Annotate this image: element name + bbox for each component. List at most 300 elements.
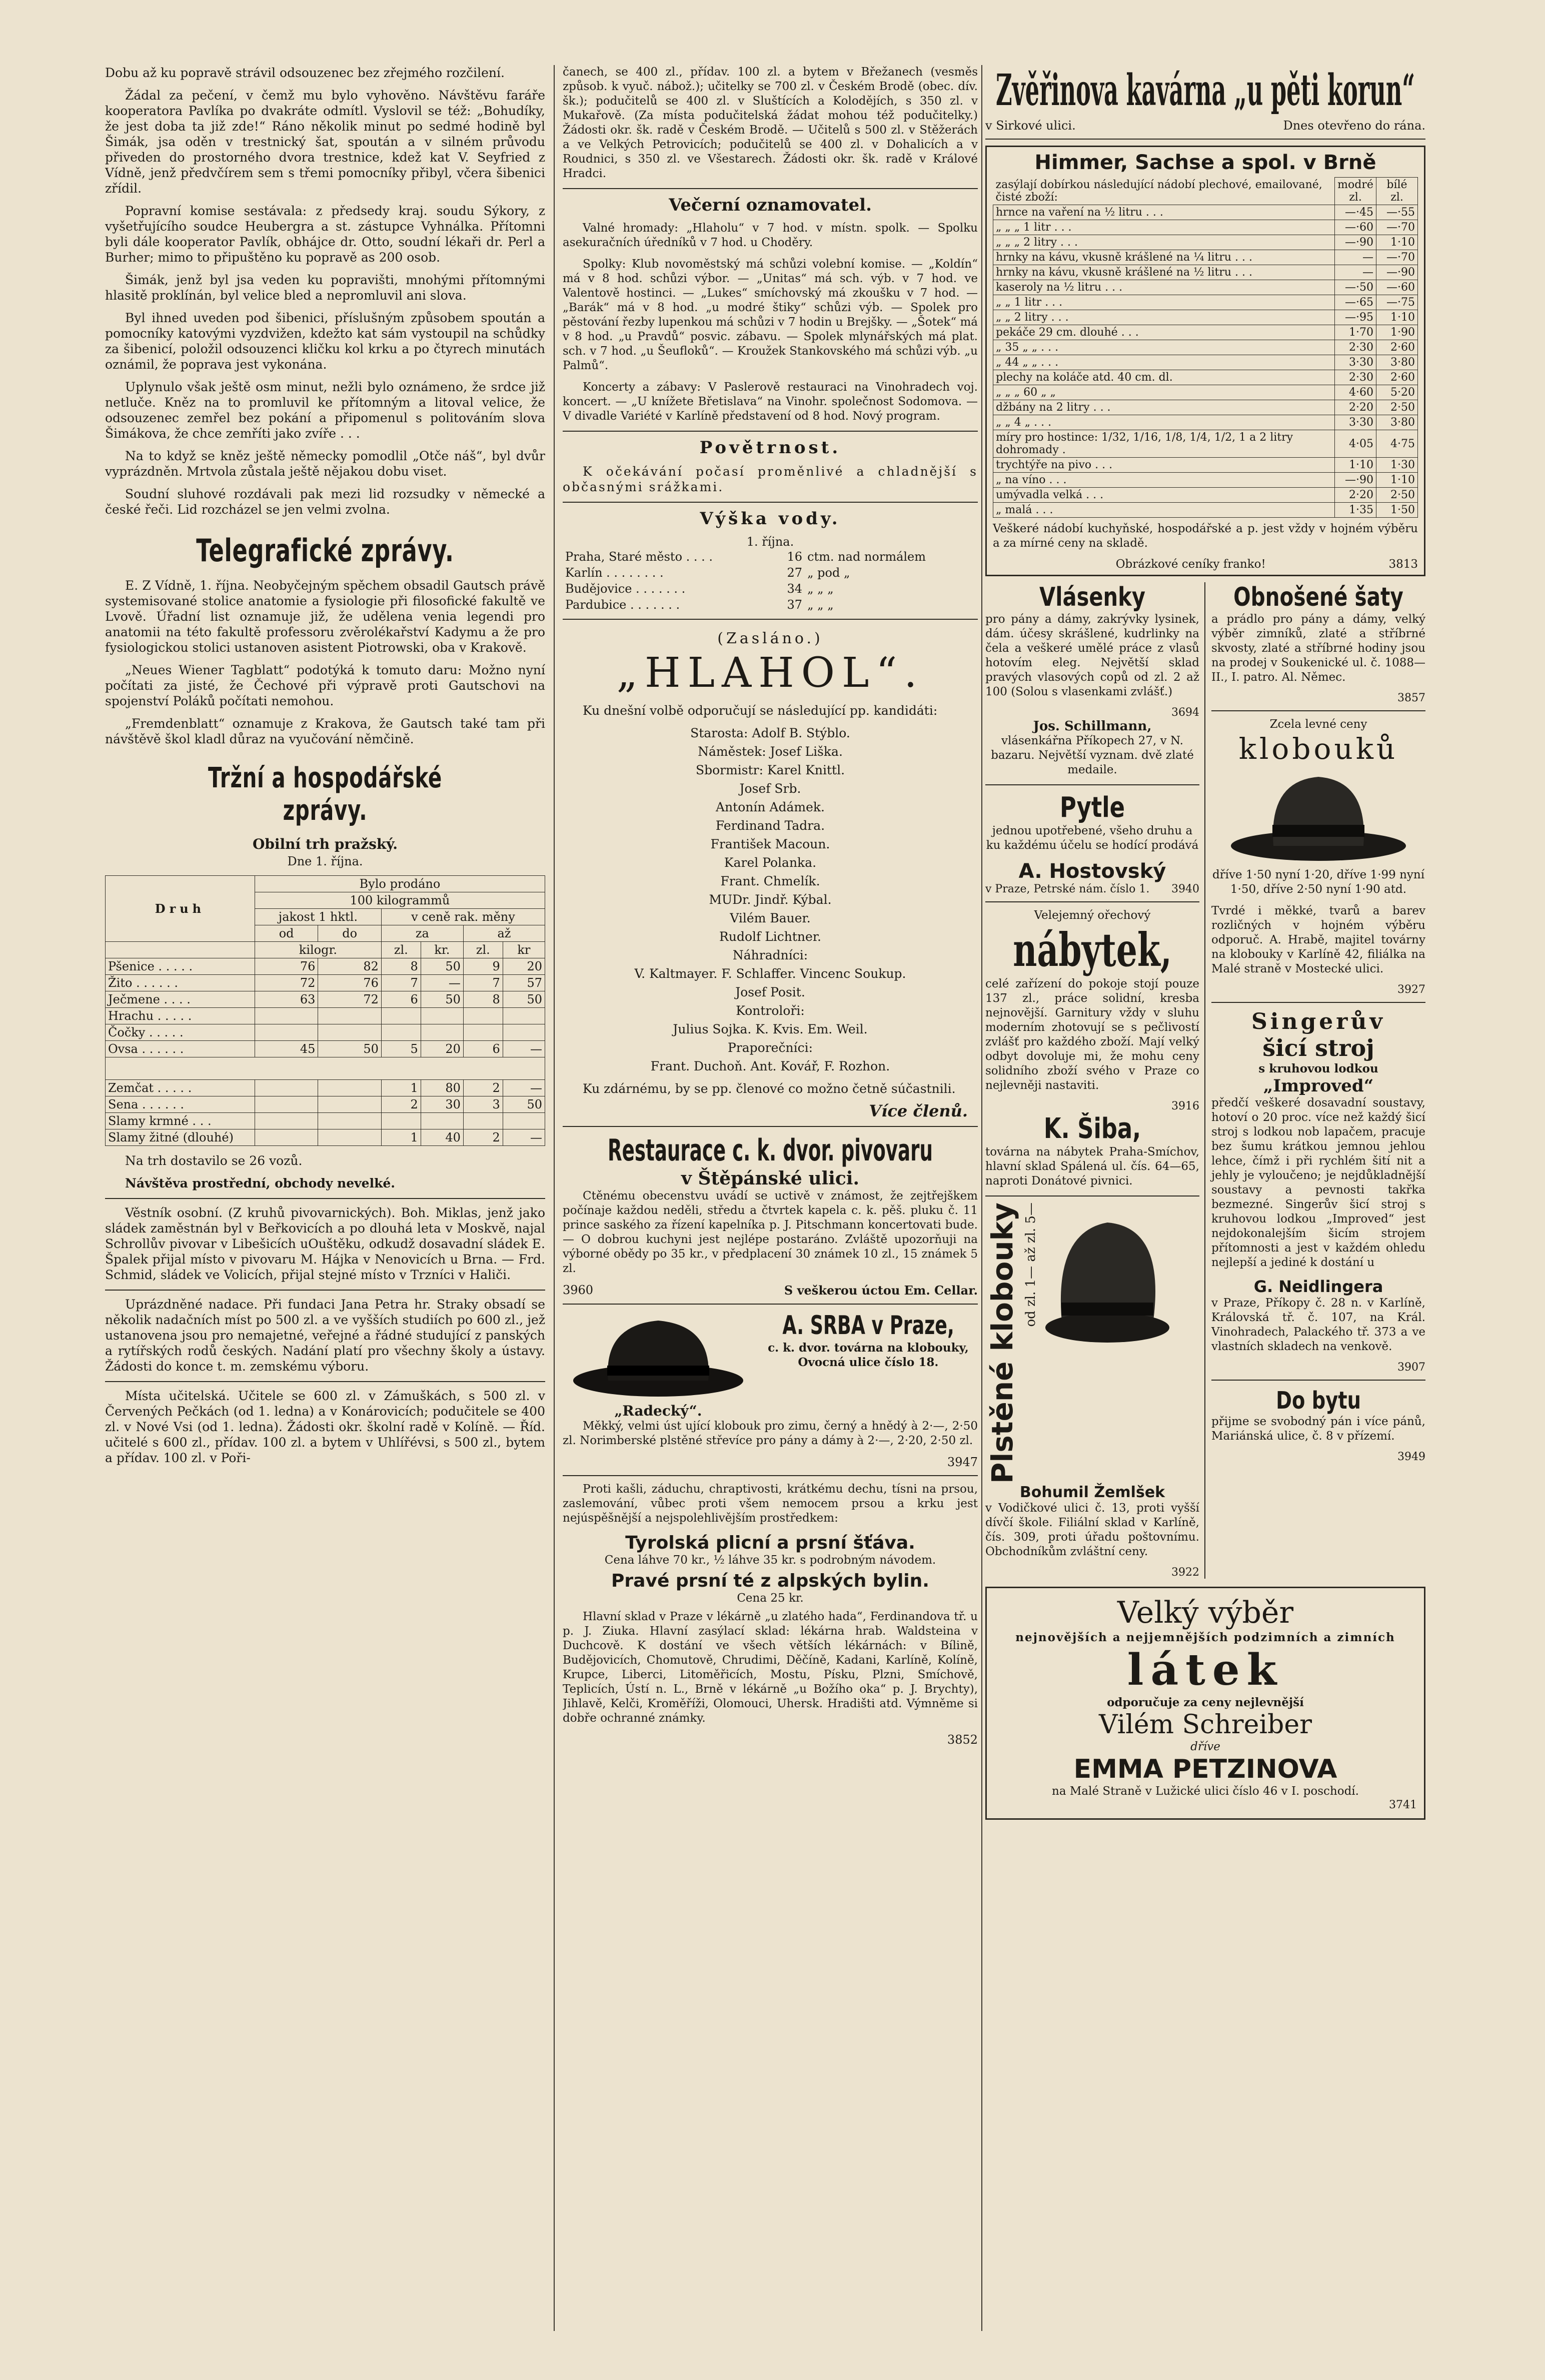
- row-value: 37: [787, 598, 803, 612]
- siba-body: továrna na nábytek Praha-Smíchov, hlavní sklad Spálená ul. čís. 64—65, naproti Donátové pivnici.: [985, 1145, 1199, 1187]
- table-row: [106, 975, 545, 991]
- row-label: „ 44 „ „ . . .: [993, 355, 1335, 370]
- schreiber-name: Vilém Schreiber: [1099, 1710, 1312, 1740]
- table-row: [993, 473, 1418, 488]
- row-value: 50: [503, 1096, 545, 1113]
- plstene-body: v Vodičkové ulici č. 13, proti vyšší dívčí škole. Filiální sklad v Karlíně, čís. 309, proti úřadu poštovnímu. Obchodníkům zvláštní ceny.: [985, 1502, 1199, 1559]
- row-value: 2: [463, 1080, 503, 1096]
- table-header: až: [463, 925, 545, 942]
- paragraph: Dobu až ku popravě strávil odsouzenec bez zřejmého rozčilení.: [105, 66, 505, 80]
- paragraph: Popravní komise sestávala: z předsedy kraj. soudu Sýkory, z vyšetřujícího soudce Heubergra a st. zástupce Vyhnálka. Přítomni byli dále kooperator Pavlík, obhájce dr. Otto, soudní lékaři dr. Perl a Burher; mimo to připuštěno ku popravě as 200 osob.: [105, 204, 545, 265]
- row-value: [255, 1113, 318, 1129]
- klobouky-pre: Zcela levné ceny: [1269, 718, 1367, 731]
- section-heading-market: Tržní a hospodářské zprávy.: [208, 762, 442, 827]
- row-value: „ „ „: [807, 582, 834, 596]
- row-value: 6: [381, 991, 421, 1008]
- row-label: Hrachu . . . . .: [106, 1008, 255, 1024]
- row-value: [255, 1129, 318, 1146]
- list-item: Náhradníci:: [732, 948, 808, 962]
- row-label: hrnky na kávu, vkusně krášlené na ¼ litru . . .: [993, 250, 1335, 265]
- table-header: za: [381, 925, 463, 942]
- cafe-address: v Sirkové ulici.: [985, 119, 1076, 133]
- ad-number: 3940: [1171, 883, 1199, 895]
- schreiber-address: na Malé Straně v Lužické ulici číslo 46 v I. poschodí.: [1052, 1785, 1359, 1798]
- hlahol-heading: „HLAHOL“.: [616, 649, 924, 697]
- table-row: [993, 415, 1418, 430]
- row-value: 2·30: [1335, 340, 1376, 355]
- row-label: Zemčat . . . . .: [106, 1080, 255, 1096]
- row-value: 7: [463, 975, 503, 991]
- siba-title: K. Šiba,: [1043, 1112, 1141, 1145]
- vlasenky-body: pro pány a dámy, zakrývky lysinek, dám. účesy skrášlené, kudrlinky na čela a veškeré umělé práce z vlasů hotovím eleg. Největší sklad pravých vlasových copů od zl. 2 až 100 (Solou s vlasenkami zvlášť.): [985, 613, 1199, 698]
- himmer-catalogue: Obrázkové ceníky franko!: [1115, 558, 1266, 571]
- ad-number: 3927: [1397, 983, 1425, 996]
- table-row: [106, 1024, 545, 1041]
- table-row: [993, 430, 1418, 458]
- table-header: kilogr.: [255, 942, 381, 958]
- water-level-table: [563, 549, 978, 613]
- list-item: Sbormistr: Karel Knittl.: [695, 763, 845, 777]
- paragraph: Spolky: Klub novoměstský má schůzi volební komise. — „Koldín“ má v 8 hod. schůzi výbor. — „Unitas“ má sch. výb. v 7 hod. ve Valentově hostinci. — „Lukes“ smíchovský má zkoušku v 7 hod. — „Barák“ má v 8 hod. „u modré štiky“ schůzi výb. — Spolek pro pěstování řezby lupenkou má schůzi v 7 hodin u Brejšky. — „Šotek“ má v 8 hod. „u Pravdů“ posvic. zábavu. — Spolek mlynářských má plat. sch. v 7 hod. „u Šeufloků“. — Kroužek Stankovského má schůzi výb. „u Palmů“.: [563, 258, 978, 372]
- hlahol-signature: Více členů.: [869, 1101, 968, 1120]
- row-value: [318, 1096, 382, 1113]
- hat-icon: [1042, 1203, 1172, 1353]
- table-row: [993, 458, 1418, 473]
- row-value: —: [503, 1080, 545, 1096]
- list-item: V. Kaltmayer. F. Schlaffer. Vincenc Soukup.: [634, 966, 906, 981]
- zaslano-label: (Zasláno.): [717, 630, 823, 647]
- row-value: 50: [421, 991, 463, 1008]
- paragraph: Žádal za pečení, v čemž mu bylo vyhověno. Návštěvu faráře kooperatora Pavlíka po dvakráte odmítl. Vyslovil se též: „Bohudíky, že jest doba ta již zde!“ Ráno několik minut po sedmé hodině byl Šimák, jsa oděn v trestnický šat, spoután a v silném průvodu přiveden do prostorného dvora trestnice, kdež kat V. Seyfried z Vídně, jenž předvčírem sem s třemi pomocníky přibyl, včera šibenici zřídil.: [105, 88, 545, 196]
- hlahol-candidate-list: [563, 725, 978, 1074]
- row-value: 1: [381, 1129, 421, 1146]
- row-value: 5: [381, 1041, 421, 1057]
- row-label: „ „ 4 „ . . .: [993, 415, 1335, 430]
- srba-body: Měkký, velmi úst ující klobouk pro zimu, černý a hnědý à 2·—, 2·50 zl. Norimberské plstěné střevíce pro pány a dámy à 2·—, 2·20, 2·50 zl.: [563, 1420, 978, 1447]
- cough-price-1: Cena láhve 70 kr., ½ láhve 35 kr. s podrobným návodem.: [604, 1554, 936, 1567]
- row-value: 34: [787, 582, 803, 596]
- row-value: [421, 1024, 463, 1041]
- row-value: [503, 1024, 545, 1041]
- row-label: Budějovice . . . . . . .: [565, 582, 686, 596]
- row-value: 1·90: [1376, 325, 1418, 340]
- row-value: 80: [421, 1080, 463, 1096]
- klobouky-title: klobouků: [1238, 732, 1398, 766]
- row-value: [255, 1080, 318, 1096]
- row-label: Čočky . . . . .: [106, 1024, 255, 1041]
- byt-body: přijme se svobodný pán i více pánů, Mariánská ulice, č. 8 v přízemí.: [1211, 1415, 1425, 1443]
- row-value: —·60: [1335, 220, 1376, 235]
- row-value: [503, 1113, 545, 1129]
- row-value: —·75: [1376, 295, 1418, 310]
- table-row: [993, 355, 1418, 370]
- grain-price-table: [105, 875, 545, 1146]
- market-note: Návštěva prostřední, obchody nevelké.: [125, 1176, 396, 1191]
- row-value: 50: [318, 1041, 382, 1057]
- row-value: [318, 1008, 382, 1024]
- hat-name: „Radecký“.: [614, 1403, 702, 1419]
- restaurant-title: Restaurace c. k. dvor. pivovaru: [608, 1133, 933, 1168]
- row-value: [463, 1024, 503, 1041]
- row-value: 4·05: [1335, 430, 1376, 458]
- schreiber-ad: [985, 1587, 1425, 1820]
- row-label: Ječmene . . . .: [106, 991, 255, 1008]
- row-value: 3·30: [1335, 355, 1376, 370]
- row-label: kaseroly na ½ litru . . .: [993, 280, 1335, 295]
- singer-name: G. Neidlingera: [1253, 1277, 1383, 1296]
- list-item: Náměstek: Josef Liška.: [698, 744, 843, 759]
- row-value: —·90: [1335, 235, 1376, 250]
- pytle-title: Pytle: [1059, 791, 1125, 824]
- paragraph: Soudní sluhové rozdávali pak mezi lid rozsudky v německé a české řeči. Lid rozcházel se jen velmi zvolna.: [105, 487, 545, 517]
- row-value: 50: [503, 991, 545, 1008]
- row-label: plechy na koláče atd. 40 cm. dl.: [993, 370, 1335, 385]
- himmer-outro: Veškeré nádobí kuchyňské, hospodářské a p. jest vždy v hojném výběru a za mírné ceny na skladě.: [993, 522, 1418, 550]
- row-value: 5·20: [1376, 385, 1418, 400]
- row-value: —: [503, 1041, 545, 1057]
- row-label: hrnky na kávu, vkusně krášlené na ½ litru . . .: [993, 265, 1335, 280]
- schreiber-subtitle: nejnovějších a nejjemnějších podzimních a zimních: [1015, 1631, 1395, 1645]
- pytle-body: jednou upotřebené, všeho druhu a ku každému účelu se hodící prodává: [986, 824, 1199, 852]
- row-value: 1·70: [1335, 325, 1376, 340]
- row-value: —·50: [1335, 280, 1376, 295]
- ad-number: 3694: [1171, 706, 1199, 719]
- row-value: 9: [463, 958, 503, 975]
- ad-number: 3741: [1389, 1799, 1417, 1812]
- water-date: 1. října.: [746, 535, 794, 549]
- ad-number: 3916: [1171, 1100, 1199, 1112]
- column-3: [985, 65, 1425, 2336]
- table-row: [563, 565, 978, 581]
- schreiber-latek: látek: [1127, 1645, 1284, 1696]
- table-row: [106, 958, 545, 975]
- restaurant-subtitle: v Štěpánské ulici.: [681, 1168, 859, 1189]
- row-value: 1·35: [1335, 503, 1376, 518]
- column-1: [105, 65, 545, 2336]
- singer-address: v Praze, Příkopy č. 28 n. v Karlíně, Královská tř. č. 107, na Král. Vinohradech, Palackého tř. 373 a ve vlastních skladech na venkově.: [1211, 1297, 1425, 1353]
- row-label: Praha, Staré město . . . .: [565, 550, 713, 564]
- table-header: Druh: [106, 876, 255, 942]
- row-label: džbány na 2 litry . . .: [993, 400, 1335, 415]
- row-value: ctm. nad normálem: [807, 550, 926, 564]
- row-label: Pardubice . . . . . . .: [565, 598, 680, 612]
- row-label: Ovsa . . . . . .: [106, 1041, 255, 1057]
- row-value: „ „ „: [807, 598, 834, 612]
- singer-subtitle: šicí stroj: [1262, 1034, 1374, 1061]
- table-row: [993, 250, 1418, 265]
- row-value: 4·60: [1335, 385, 1376, 400]
- table-row: [106, 1080, 545, 1096]
- list-item: Josef Posit.: [735, 985, 805, 999]
- plstene-price: od zl. 1— až zl. 5—: [1023, 1203, 1038, 1327]
- row-value: [255, 1008, 318, 1024]
- row-value: 3·30: [1335, 415, 1376, 430]
- row-label: „ „ 2 litry . . .: [993, 310, 1335, 325]
- row-label: „ na víno . . .: [993, 473, 1335, 488]
- ad-number: 3857: [1397, 692, 1425, 704]
- execution-report: [105, 65, 545, 517]
- cough-price-2: Cena 25 kr.: [737, 1592, 804, 1605]
- table-row: [993, 503, 1418, 518]
- section-heading-water: Výška vody.: [700, 509, 841, 529]
- personal-news: Věstník osobní. (Z kruhů pivovarnických). Boh. Miklas, jenž jako sládek zaměstnán byl v Beřkovicích a po dlouhá leta v Moskvě, najal Schrollův pivovar v Libešicích uOuštěku, odkudž dosavadní sládek E. Špalek přijal místo v pivovaru M. Hájka v Nenovicích u Brna. — Frd. Schmid, sládek ve Volicích, přijal stejné místo v Trzníci v Haliči.: [105, 1206, 545, 1282]
- table-row: [563, 597, 978, 613]
- row-label: Sena . . . . . .: [106, 1096, 255, 1113]
- row-value: 40: [421, 1129, 463, 1146]
- row-label: Karlín . . . . . . . .: [565, 566, 664, 580]
- row-value: 2·20: [1335, 400, 1376, 415]
- row-value: —·55: [1376, 205, 1418, 220]
- column-2: [563, 65, 978, 2336]
- restaurant-body: Ctěnému obecenstvu uvádí se uctivě v známost, že zejtřejškem počínaje každou neděli, středu a čtvrtek kapela c. k. pěš. pluku č. 11 prince saského za řízení kapelníka p. J. Pitschmann koncertovati bude. — O dobrou kuchyni jest nejlépe postaráno. Zvláště upozorňuji na výborné obědy po 35 kr., v předplacení 30 známek 10 zl., 15 známek 5 zl.: [563, 1189, 978, 1275]
- table-row: [106, 1096, 545, 1113]
- nabytek-body: celé zařízení do pokoje stojí pouze 137 zl., práce solidní, kresba nejnovější. Garnitury vždy v sluhu moderním zhotovují se s pečlivostí zvlášť pro každého zboží. Mají velký odbyt dovoluje mi, že mohu ceny solidního zboží svého v Praze co nejlevněji nastaviti.: [985, 977, 1199, 1092]
- row-value: 27: [787, 566, 803, 580]
- table-header: kr.: [421, 942, 463, 958]
- row-value: —·70: [1376, 220, 1418, 235]
- singer-model: „Improved“: [1263, 1076, 1374, 1096]
- row-value: 20: [421, 1041, 463, 1057]
- list-item: František Macoun.: [710, 837, 830, 851]
- row-value: [318, 1024, 382, 1041]
- row-value: 7: [381, 975, 421, 991]
- list-item: Frant. Chmelík.: [720, 874, 820, 888]
- row-value: [463, 1008, 503, 1024]
- row-value: 3·80: [1376, 415, 1418, 430]
- table-header: v ceně rak. měny: [381, 909, 545, 925]
- cafe-hours: Dnes otevřeno do rána.: [1283, 119, 1425, 133]
- row-value: 76: [255, 958, 318, 975]
- table-header: do: [318, 925, 382, 942]
- table-header: modré zl.: [1335, 178, 1376, 205]
- row-value: 4·75: [1376, 430, 1418, 458]
- row-value: 2·60: [1376, 340, 1418, 355]
- row-value: 50: [421, 958, 463, 975]
- row-label: Žito . . . . . .: [106, 975, 255, 991]
- table-row: [993, 340, 1418, 355]
- row-value: [255, 1024, 318, 1041]
- cafe-title: Zvěřinova kavárna „u pěti korun“: [996, 65, 1415, 116]
- row-value: [381, 1113, 421, 1129]
- row-label: míry pro hostince: 1/32, 1/16, 1/8, 1/4, 1/2, 1 a 2 litry dohromady .: [993, 430, 1335, 458]
- ad-number: 3949: [1397, 1451, 1425, 1463]
- row-value: [463, 1113, 503, 1129]
- list-item: Starosta: Adolf B. Stýblo.: [690, 726, 850, 740]
- table-row: [993, 280, 1418, 295]
- table-row: [106, 1113, 545, 1129]
- table-row: [993, 325, 1418, 340]
- paragraph: Valné hromady: „Hlaholu“ v 7 hod. v místn. spolk. — Spolku asekuračních úředníků v 7 hod. u Choděry.: [563, 222, 978, 249]
- row-value: 3·80: [1376, 355, 1418, 370]
- row-value: 1·10: [1376, 473, 1418, 488]
- singer-body: předčí veškeré dosavadní soustavy, hotoví o 20 proc. více než každý šicí stroj s lodkou nob lapačem, pracuje bez šumu krátkou jemnou jehlou lehce, čímž i při rychlém šití nit a jehly je vyloučeno; je nejdůkladnější soustavy a pevnosti takřka bezmezné. Singerův šicí stroj s kruhovou lodkou „Improved“ jest nejdokonalejším šicím strojem přítomnosti a jest v každém ohledu nejlepší a jediné k dostání u: [1211, 1096, 1425, 1269]
- vacancy-news: Uprázdněné nadace. Při fundaci Jana Petra hr. Straky obsadí se několik nadačních míst po 500 zl. a ve vyšších studiích po 600 zl., jež ustanovena jsou pro nemajetné, veřejné a řádné studující z panských a rytířských rodů českých. Nadání platí pro všechny školy a ústavy. Žádosti do konce t. m. zemskému výboru.: [105, 1297, 545, 1374]
- row-value: 20: [503, 958, 545, 975]
- row-value: —·60: [1376, 280, 1418, 295]
- list-item: Rudolf Lichtner.: [719, 929, 821, 944]
- klobouky-prices: dříve 1·50 nyní 1·20, dříve 1·99 nyní 1·50, dříve 2·50 nyní 1·90 atd.: [1212, 868, 1425, 896]
- row-value: 45: [255, 1041, 318, 1057]
- table-row: [993, 370, 1418, 385]
- table-row: [993, 205, 1418, 220]
- row-value: —·90: [1335, 473, 1376, 488]
- table-header: Bylo prodáno: [255, 876, 545, 892]
- ad-number: 3813: [1388, 558, 1418, 571]
- table-row: [106, 1041, 545, 1057]
- hat-icon: [1228, 766, 1408, 866]
- row-value: —·45: [1335, 205, 1376, 220]
- table-row: [993, 220, 1418, 235]
- paragraph: Koncerty a zábavy: V Paslerově restauraci na Vinohradech voj. koncert. — „U knížete Břetislava“ na Vinohr. společnost Sodomova. — V divadle Variété v Karlíně představení od 8 hod. Nový program.: [563, 381, 978, 423]
- row-value: 1·10: [1335, 458, 1376, 473]
- paragraph: Uplynulo však ještě osm minut, nežli bylo oznámeno, že srdce již netluče. Kněz na to promluvil ke přítomným a litoval velice, že odsouzenec zemřel bez pokání a připomenul s politováním slova Šimákova, že chce zemříti jako zvíře . . .: [105, 380, 545, 441]
- table-row: [993, 295, 1418, 310]
- srba-ad: [563, 1311, 978, 1419]
- row-value: [318, 1129, 382, 1146]
- singer-title: Singerův: [1251, 1009, 1385, 1034]
- byt-title: Do bytu: [1276, 1387, 1361, 1415]
- ad-number: 3907: [1397, 1361, 1425, 1374]
- table-header: zl.: [381, 942, 421, 958]
- market-subtitle: Obilní trh pražský.: [252, 836, 398, 852]
- row-value: 3: [463, 1096, 503, 1113]
- row-value: 82: [318, 958, 382, 975]
- row-value: 57: [503, 975, 545, 991]
- ad-number: 3960: [563, 1283, 594, 1297]
- table-header: jakost 1 hktl.: [255, 909, 381, 925]
- plstene-name: Bohumil Žemlšek: [1019, 1484, 1165, 1502]
- himmer-title: Himmer, Sachse a spol. v Brně: [1034, 151, 1376, 174]
- row-label: trychtýře na pivo . . .: [993, 458, 1335, 473]
- srba-title: A. SRBA v Praze,: [782, 1311, 954, 1341]
- row-label: „ „ 1 litr . . .: [993, 295, 1335, 310]
- table-row: [106, 1129, 545, 1146]
- row-value: [318, 1113, 382, 1129]
- row-value: —: [503, 1129, 545, 1146]
- section-heading-telegraph: Telegrafické zprávy.: [196, 532, 454, 569]
- row-label: „ malá . . .: [993, 503, 1335, 518]
- paragraph: Na to když se kněz ještě německy pomodlil „Otče náš“, byl dvůr vyprázdněn. Mrtvola zůstala ještě nějakou dobu viset.: [105, 449, 545, 479]
- row-value: —: [421, 975, 463, 991]
- row-value: —·70: [1376, 250, 1418, 265]
- schreiber-formerly: dříve: [1190, 1740, 1220, 1754]
- schreiber-body: odporučuje za ceny nejlevnější: [1107, 1696, 1304, 1710]
- list-item: Vilém Bauer.: [730, 911, 811, 925]
- paragraph: „Neues Wiener Tagblatt“ podotýká k tomuto daru: Možno nyní počítati za jisté, že Čechové při výpravě proti Gautschovi na spojenství Poláků počítati nemohou.: [105, 663, 545, 708]
- paragraph: E. Z Vídně, 1. října. Neobyčejným spěchem obsadil Gautsch právě systemisované stolice anatomie a fysiologie při filosofické fakultě ve Lvově. Úřadní list oznamuje již, že udělena venia legendi pro anatomii na této fakultě professoru zvěrolékařství Kadymu a že pro fysiologickou stolici ustanoven asistent Piotrowski, oba v Krakově.: [105, 578, 545, 655]
- row-value: 2: [381, 1096, 421, 1113]
- list-item: Josef Srb.: [739, 781, 801, 796]
- row-value: 30: [421, 1096, 463, 1113]
- hlahol-intro: Ku dnešní volbě odporučují se následující pp. kandidáti:: [583, 703, 938, 718]
- row-value: [421, 1008, 463, 1024]
- list-item: Kontroloři:: [736, 1003, 805, 1018]
- table-row: [106, 991, 545, 1008]
- table-row: [993, 265, 1418, 280]
- row-value: „ pod „: [807, 566, 850, 580]
- row-value: [381, 1024, 421, 1041]
- row-value: 76: [318, 975, 382, 991]
- table-header: od: [255, 925, 318, 942]
- row-value: 1·10: [1376, 235, 1418, 250]
- cough-product-1: Tyrolská plicní a prsní šťáva.: [625, 1533, 915, 1553]
- obnosene-title: Obnošené šaty: [1233, 582, 1403, 612]
- teacher-vacancies: Místa učitelská. Učitele se 600 zl. v Zámuškách, s 500 zl. v Červených Pečkách (od 1. ledna) a v Konárovicích; podučitele se 400 zl. v Nové Vsi (od 1. ledna). Žádosti okr. školní radě v Kolíně. — Říd. učitelé s 600 zl., přídav. 100 zl. a bytem v Uhlířévsi, s 500 zl., bytem a přídav. 100 zl. v Poři-: [105, 1389, 545, 1465]
- section-heading-evening: Večerní oznamovatel.: [669, 195, 872, 215]
- singer-subtitle-2: s kruhovou lodkou: [1258, 1062, 1378, 1075]
- ad-number: 3922: [1171, 1566, 1199, 1579]
- list-item: Julius Sojka. K. Kvis. Em. Weil.: [673, 1022, 868, 1036]
- table-row: [993, 310, 1418, 325]
- himmer-intro: zasýlají dobírkou následující nádobí plechové, emailované, čisté zboží:: [995, 178, 1322, 204]
- restaurant-signature: S veškerou úctou Em. Cellar.: [784, 1283, 978, 1298]
- row-value: 72: [255, 975, 318, 991]
- row-value: 1·30: [1376, 458, 1418, 473]
- cough-intro: Proti kašli, záduchu, chraptivosti, krátkému dechu, tísni na prsou, zaslemování, vůbec proti všem nemocem prsou a krku jest nejúspěšnější a nejspolehlivějším prostředkem:: [563, 1483, 978, 1525]
- klobouky-body: Tvrdé i měkké, tvarů a barev rozličných v hojném výběru odporuč. A. Hrabě, majitel továrny na klobouky v Karlíně 42, filiálka na Malé straně v Mostecké ulici.: [1211, 904, 1425, 975]
- hlahol-outro: Ku zdárnému, by se pp. členové co možno četně súčastnili.: [583, 1081, 956, 1096]
- row-label: „ „ „ 2 litry . . .: [993, 235, 1335, 250]
- row-label: Pšenice . . . . .: [106, 958, 255, 975]
- srba-subtitle: c. k. dvor. továrna na klobouky, Ovocná ulice číslo 18.: [768, 1341, 969, 1369]
- vlasenky-address: vlásenkářna Příkopech 27, v N. bazaru. Největší vyznam. dvě zlaté medaile.: [991, 734, 1194, 776]
- table-row: [563, 581, 978, 597]
- row-value: 63: [255, 991, 318, 1008]
- ad-number: 3947: [947, 1455, 978, 1469]
- list-item: Antonín Adámek.: [716, 800, 825, 814]
- table-header: bílé zl.: [1376, 178, 1418, 205]
- row-value: 1·50: [1376, 503, 1418, 518]
- market-date: Dne 1. října.: [287, 854, 363, 868]
- paragraph: Šimák, jenž byl jsa veden ku popravišti, mnohými přítomnými hlasitě proklínán, byl velice bled a nepromluvil ani slova.: [105, 273, 545, 303]
- paragraph: „Fremdenblatt“ oznamuje z Krakova, že Gautsch také tam při návštěvě škol kladl důraz na vyučování němčině.: [105, 716, 545, 746]
- row-value: [381, 1008, 421, 1024]
- row-value: —: [1335, 265, 1376, 280]
- table-row: [993, 235, 1418, 250]
- obnosene-body: a prádlo pro pány a dámy, velký výběr zimníků, zlaté a stříbrné skvosty, zlaté a stříbrné hodiny jsou na prodej v Soukenické ul. č. 1088—II., I. patro. Al. Němec.: [1211, 613, 1425, 684]
- list-item: Karel Polanka.: [724, 855, 817, 870]
- cough-product-2: Pravé prsní té z alpských bylin.: [611, 1571, 929, 1591]
- list-item: MUDr. Jindř. Kýbal.: [709, 892, 832, 907]
- row-label: umývadla velká . . .: [993, 488, 1335, 503]
- hat-icon: [568, 1311, 748, 1401]
- row-value: 2·50: [1376, 488, 1418, 503]
- row-value: 2·20: [1335, 488, 1376, 503]
- row-value: 8: [463, 991, 503, 1008]
- table-row: [993, 400, 1418, 415]
- table-header: kr: [503, 942, 545, 958]
- row-value: 1·10: [1376, 310, 1418, 325]
- row-value: [318, 1080, 382, 1096]
- row-value: [421, 1113, 463, 1129]
- row-label: Slamy žitné (dlouhé): [106, 1129, 255, 1146]
- ad-number: 3852: [947, 1733, 978, 1747]
- row-value: —·95: [1335, 310, 1376, 325]
- schreiber-emma: EMMA PETZINOVA: [1073, 1754, 1337, 1785]
- weather-forecast: K očekávání počasí proměnlivé a chladnější s občasnými srážkami.: [563, 464, 978, 494]
- table-header: zl.: [463, 942, 503, 958]
- paragraph: Byl ihned uveden pod šibenici, příslušným způsobem spoután a pomocníky katovými vyzdvižen, kdežto kat sám vystoupil na schůdky za šibenicí, položil odsouzenci kličku kol krku a po čtyrech minutách oznámil, že poprava jest vykonána.: [105, 311, 545, 372]
- row-label: hrnce na vaření na ½ litru . . .: [993, 205, 1335, 220]
- row-value: [255, 1096, 318, 1113]
- cough-body: Hlavní sklad v Praze v lékárně „u zlatého hada“, Ferdinandova tř. u p. J. Ziuka. Hlavní zasýlací sklad: lékárna hrab. Waldsteina v Duchcově. K dostání ve všech větších lékárnách: v Bílině, Budějovicích, Chomutově, Chrudimi, Děčíně, Kadani, Karlíně, Kolíně, Krupce, Liberci, Litoměřicích, Mostu, Písku, Plzni, Smíchově, Teplicích, Ústí n. L., Brně v lékárně „u Božího oka“ p. J. Brychty), Jihlavě, Kelči, Kroměříži, Olomouci, Uhersk. Hradišti atd. Výmněme si dobře ochranné známky.: [563, 1610, 978, 1725]
- row-value: 6: [463, 1041, 503, 1057]
- nabytek-title: nábytek,: [1013, 923, 1172, 977]
- row-label: „ „ „ 60 „ „: [993, 385, 1335, 400]
- himmer-ad: [985, 146, 1425, 576]
- row-value: 2·60: [1376, 370, 1418, 385]
- row-label: Slamy krmné . . .: [106, 1113, 255, 1129]
